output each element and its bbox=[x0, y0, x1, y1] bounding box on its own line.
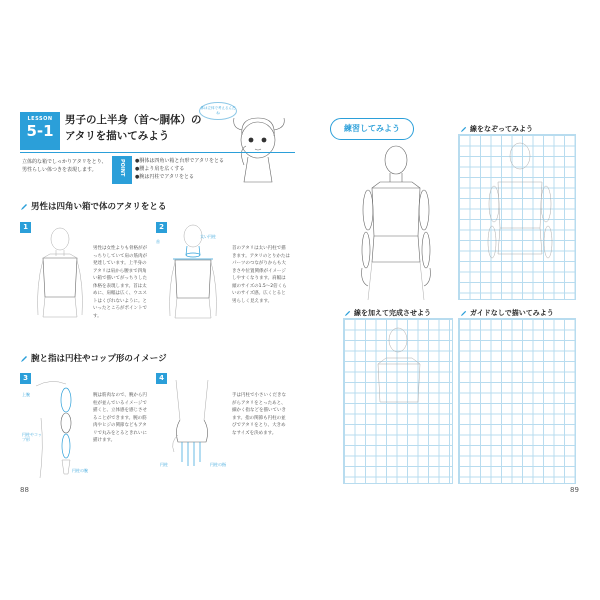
step1-torso-sketch bbox=[34, 225, 86, 335]
page-number-right: 89 bbox=[570, 486, 579, 494]
intro-text: 立体的な箱でしっかりアタリをとり、男性らしい体つきを表現します。 bbox=[22, 159, 107, 173]
grid-label-trace-text: 線をなぞってみよう bbox=[470, 125, 533, 133]
point-label: POINT bbox=[119, 159, 125, 177]
lesson-title-line2: アタリを描いてみよう bbox=[65, 130, 170, 142]
step4-label-hand: 円柱 bbox=[160, 462, 168, 467]
lesson-badge bbox=[20, 112, 60, 150]
title-divider bbox=[20, 152, 295, 153]
pencil-icon bbox=[20, 203, 28, 211]
grid-label-trace bbox=[460, 124, 533, 134]
step3-text: 腕は筋肉なので、腕から円柱が並んでいるイメージで描くと、立体感を感じさせることができます。腕の筋肉やヒジの関節などもアタリで丸みをとるときれいに描けます。 bbox=[93, 393, 147, 443]
pencil-icon bbox=[20, 355, 28, 363]
grid-label-free bbox=[460, 308, 554, 318]
point-item: ●胴体は四角い箱と台形でアタリをとる bbox=[135, 158, 225, 164]
step3-label-fore: 円柱の腕 bbox=[72, 468, 88, 473]
lesson-label: LESSON bbox=[27, 116, 53, 122]
point-item: ●腕は円柱でアタリをとる bbox=[135, 174, 195, 180]
speech-bubble: 体は立体で考えるんだね bbox=[199, 102, 237, 120]
point-badge bbox=[112, 156, 132, 184]
section-heading-arms bbox=[20, 352, 167, 364]
step-number-1: 1 bbox=[20, 222, 31, 233]
pencil-icon bbox=[344, 310, 351, 317]
point-list bbox=[135, 157, 245, 181]
step2-label-neck: 首 bbox=[156, 239, 160, 244]
section-heading-arms-text: 腕と指は円柱やコップ形のイメージ bbox=[31, 354, 167, 364]
page-number-left: 88 bbox=[20, 486, 29, 494]
step1-text: 男性は女性よりも骨格ががっちりしていて肩の筋肉が発達しています。上半身のアタリは肩から腰まで四角い箱で描いてがっちりした体格を表現します。首は太めに、肩幅は広く、ウエストはくびれないように。といったところがポイントです。 bbox=[93, 246, 147, 319]
step3-label-upper: 上腕 bbox=[22, 392, 30, 397]
step2-label-cylinder: 太い円柱 bbox=[200, 234, 216, 239]
step4-hand-sketch bbox=[168, 380, 228, 475]
step2-text: 首のアタリは太い円柱で描きます。アタリのとりかたはパーツのつながりからも大きさや位置関係がイメージしやすくなります。肩幅は頭のサイズの1.5～2倍くらいのサイズ感。広くとると男らしく見えます。 bbox=[232, 246, 290, 304]
practice-title: 練習してみよう bbox=[330, 118, 414, 140]
step4-text: 手は円柱で小さいくだきながらアタリをとったあと、細かく指などを描いていきます。指の関節も円柱の並びでアタリをとり、大きめなサイズを決めます。 bbox=[232, 393, 286, 436]
step4-label-fingers: 円柱の指 bbox=[210, 462, 226, 467]
trace-figure-sketch bbox=[470, 138, 570, 298]
pencil-icon bbox=[460, 310, 467, 317]
step3-label-joint: 円柱やコップ形 bbox=[22, 432, 42, 442]
grid-label-complete bbox=[344, 308, 431, 318]
section-heading-body-text: 男性は四角い箱で体のアタリをとる bbox=[31, 202, 167, 212]
lesson-number: 5-1 bbox=[26, 122, 54, 140]
right-page bbox=[300, 0, 600, 600]
grid-label-free-text: ガイドなしで描いてみよう bbox=[470, 309, 554, 317]
lesson-title bbox=[65, 112, 202, 144]
pencil-icon bbox=[460, 126, 467, 133]
step3-arm-sketch bbox=[36, 378, 96, 478]
complete-figure-sketch bbox=[350, 322, 450, 422]
point-item: ●腰より肩を広くする bbox=[135, 166, 185, 172]
step-number-2: 2 bbox=[156, 222, 167, 233]
lesson-title-line1: 男子の上半身（首～胴体）の bbox=[65, 114, 202, 126]
grid-label-complete-text: 線を加えて完成させよう bbox=[354, 309, 431, 317]
step-number-3: 3 bbox=[20, 373, 31, 384]
section-heading-body bbox=[20, 200, 166, 212]
reference-figure-sketch bbox=[330, 140, 460, 300]
practice-grid-free[interactable] bbox=[458, 318, 576, 484]
step-number-4: 4 bbox=[156, 373, 167, 384]
